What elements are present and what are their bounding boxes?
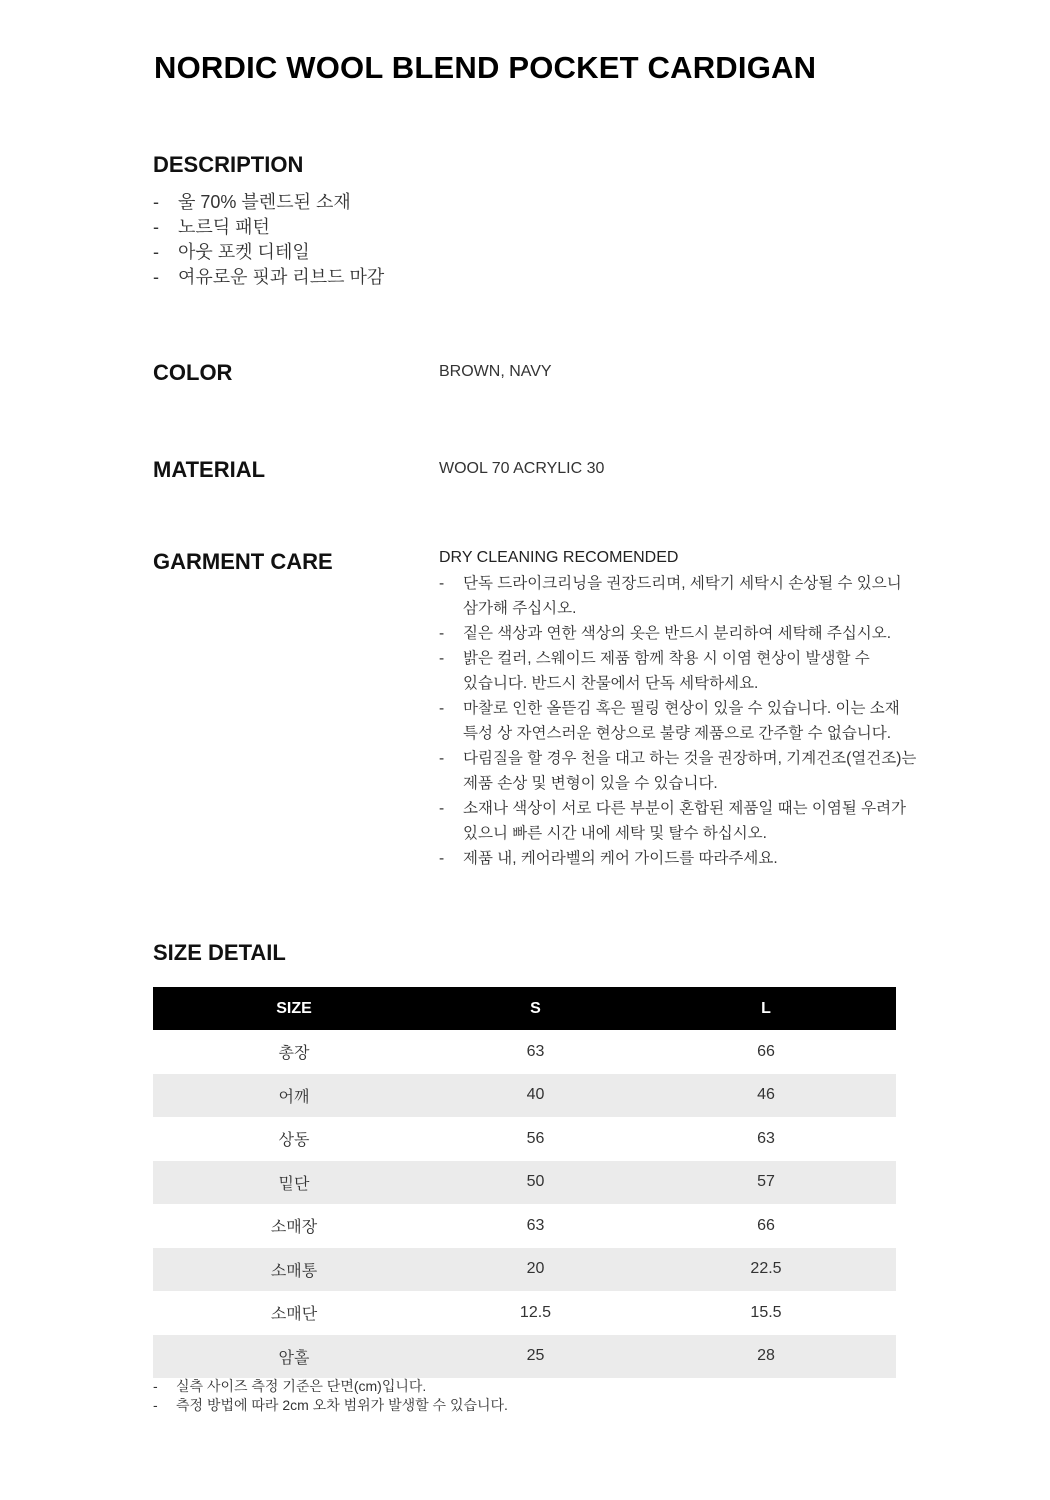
bullet-dash: - — [439, 625, 445, 642]
material-value: WOOL 70 ACRYLIC 30 — [439, 460, 605, 477]
size-table — [153, 987, 896, 1378]
table-row — [153, 1335, 896, 1379]
s-value: 56 — [526, 1129, 545, 1147]
measure: 어깨 — [153, 1074, 435, 1118]
item-text: 실측 사이즈 측정 기준은 단면(cm)입니다. — [176, 1378, 427, 1394]
table-row — [153, 1291, 896, 1335]
measure: 상동 — [278, 1132, 310, 1150]
s-value: 63 — [526, 1216, 545, 1234]
care-item — [439, 621, 919, 646]
l-value: 63 — [757, 1129, 775, 1147]
bullet-dash: - — [439, 750, 445, 767]
care-item — [439, 796, 919, 846]
item-text: 밝은 컬러, 스웨이드 제품 함께 착용 시 이염 현상이 발생할 수 있습니다. 반드시 찬물에서 단독 세탁하세요. — [463, 650, 870, 692]
measure: 소매통 — [153, 1248, 435, 1292]
s-value: 20 — [435, 1248, 636, 1292]
table-row — [153, 1204, 896, 1248]
care-item — [439, 746, 919, 796]
garment-care-list — [439, 571, 919, 871]
description-item — [153, 215, 384, 240]
bullet-dash: - — [153, 1397, 158, 1413]
item-text: 아웃 포켓 디테일 — [178, 242, 310, 262]
table-row — [153, 1161, 896, 1205]
size-detail-heading: SIZE DETAIL — [153, 940, 286, 965]
l-value: 15.5 — [750, 1303, 782, 1321]
product-title: NORDIC WOOL BLEND POCKET CARDIGAN — [154, 50, 817, 85]
color-heading: COLOR — [153, 360, 233, 385]
description-item — [153, 190, 384, 215]
description-list — [153, 190, 384, 290]
table-row — [153, 1030, 896, 1074]
material-heading: MATERIAL — [153, 457, 266, 482]
bullet-dash: - — [439, 575, 445, 592]
table-row — [153, 1248, 896, 1292]
header-size: SIZE — [153, 987, 435, 1030]
color-value: BROWN, NAVY — [439, 363, 552, 380]
measure: 총장 — [278, 1045, 310, 1063]
bullet-dash: - — [153, 1378, 158, 1394]
l-value: 57 — [636, 1161, 896, 1205]
table-row — [153, 1117, 896, 1161]
item-text: 울 70% 블렌드된 소재 — [178, 192, 351, 212]
item-text: 소재나 색상이 서로 다른 부분이 혼합된 제품일 때는 이염될 우려가 있으니 빠른 시간 내에 세탁 및 탈수 하십시오. — [463, 800, 907, 842]
bullet-dash: - — [439, 700, 445, 717]
bullet-dash: - — [153, 267, 159, 287]
s-value: 12.5 — [519, 1303, 552, 1321]
s-value: 25 — [435, 1335, 636, 1379]
description-heading: DESCRIPTION — [153, 152, 304, 177]
item-text: 마찰로 인한 올뜯김 혹은 필링 현상이 있을 수 있습니다. 이는 소재 특성 상 자연스러운 현상으로 불량 제품으로 간주할 수 없습니다. — [463, 700, 900, 742]
measure: 소매장 — [270, 1219, 318, 1237]
bullet-dash: - — [153, 242, 159, 262]
l-value: 22.5 — [636, 1248, 896, 1292]
item-text: 단독 드라이크리닝을 권장드리며, 세탁기 세탁시 손상될 수 있으니 삼가해 주십시오. — [463, 575, 902, 617]
care-item — [439, 846, 919, 871]
s-value: 63 — [526, 1042, 545, 1060]
l-value: 46 — [636, 1074, 896, 1118]
s-value: 50 — [435, 1161, 636, 1205]
s-value: 40 — [435, 1074, 636, 1118]
measure: 암홀 — [153, 1335, 435, 1379]
bullet-dash: - — [439, 850, 445, 867]
care-item — [439, 571, 919, 621]
garment-care-heading: GARMENT CARE — [153, 549, 333, 574]
header-s: S — [435, 987, 636, 1030]
size-notes — [153, 1377, 508, 1415]
bullet-dash: - — [153, 192, 159, 212]
table-row — [153, 1074, 896, 1118]
item-text: 측정 방법에 따라 2cm 오차 범위가 발생할 수 있습니다. — [176, 1397, 508, 1413]
bullet-dash: - — [439, 650, 445, 667]
size-note — [153, 1377, 508, 1396]
header-l: L — [636, 987, 896, 1030]
measure: 밑단 — [153, 1161, 435, 1205]
bullet-dash: - — [153, 217, 159, 237]
size-note — [153, 1396, 508, 1415]
item-text: 여유로운 핏과 리브드 마감 — [178, 267, 385, 287]
l-value: 28 — [636, 1335, 896, 1379]
item-text: 다림질을 할 경우 천을 대고 하는 것을 권장하며, 기계건조(열건조)는 제품 손상 및 변형이 있을 수 있습니다. — [463, 750, 917, 792]
care-item — [439, 696, 919, 746]
garment-care-section — [439, 549, 919, 871]
care-item — [439, 646, 919, 696]
measure: 소매단 — [270, 1306, 318, 1324]
description-item — [153, 265, 384, 290]
size-table-header — [153, 987, 896, 1030]
item-text: 짙은 색상과 연한 색상의 옷은 반드시 분리하여 세탁해 주십시오. — [463, 625, 892, 642]
item-text: 노르딕 패턴 — [178, 217, 270, 237]
item-text: 제품 내, 케어라벨의 케어 가이드를 따라주세요. — [463, 850, 778, 867]
l-value: 66 — [757, 1042, 775, 1060]
bullet-dash: - — [439, 800, 445, 817]
l-value: 66 — [757, 1216, 775, 1234]
garment-care-subheading: DRY CLEANING RECOMENDED — [439, 549, 679, 566]
description-item — [153, 240, 384, 265]
